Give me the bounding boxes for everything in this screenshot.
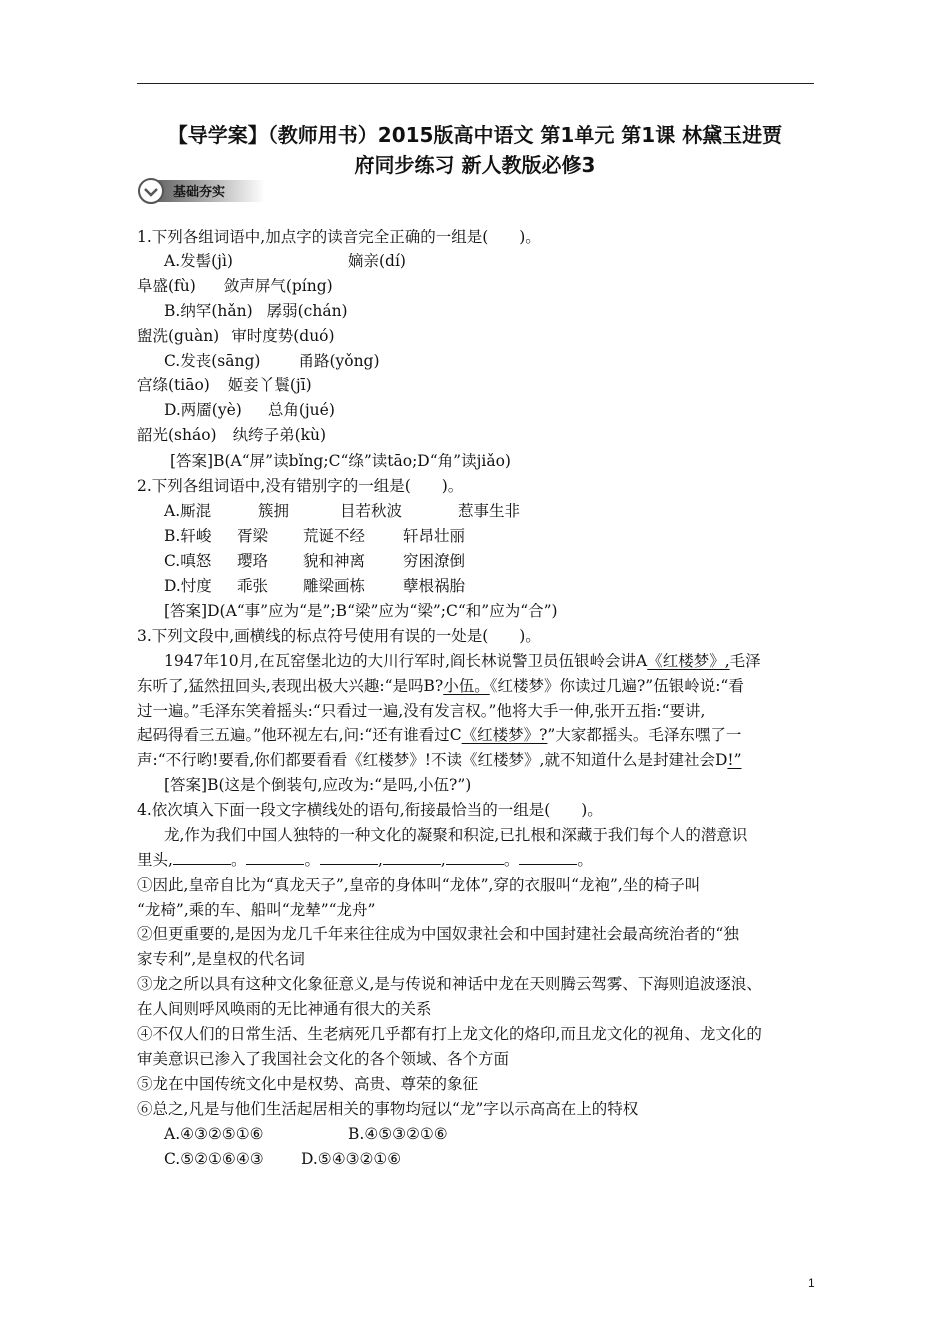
q3-p5a: 声:“不行哟!要看,你们都要看看《红楼梦》!不读《红楼梦》,就不知道什么是封建社会D <box>137 751 728 769</box>
header-rule <box>137 83 814 84</box>
q4-option-1b: “龙椅”,乘的车、船叫“龙辇”“龙舟” <box>137 901 376 919</box>
q1-b1: B.纳罕(hǎn) <box>164 302 253 320</box>
q4-option-2a: ②但更重要的,是因为龙几千年来往往成为中国奴隶社会和中国封建社会最高统治者的“独 <box>137 925 739 943</box>
q2-answer-text: [答案]D(A“事”应为“是”;B“梁”应为“梁”;C“和”应为“合”) <box>164 602 558 620</box>
q2-row-c <box>137 551 827 571</box>
q4-p1: 龙,作为我们中国人独特的一种文化的凝聚和积淀,已扎根和深藏于我们每个人的潜意识 <box>164 826 748 844</box>
q4-option-3b: 在人间则呼风唤雨的无比神通有很大的关系 <box>137 1000 432 1018</box>
blank-4 <box>383 850 441 865</box>
q1-c1: C.发丧(sāng) <box>164 352 261 370</box>
blank-3 <box>320 850 378 865</box>
q4-para-line-2: 里头, 。 。 , , 。 。 <box>137 851 593 869</box>
q2-row-a <box>137 501 827 521</box>
q4-option-4a: ④不仅人们的日常生活、生老病死几乎都有打上龙文化的烙印,而且龙文化的视角、龙文化的 <box>137 1025 762 1043</box>
document-title <box>120 120 830 180</box>
q3-p2c: 《红楼梦》你读过几遍?”伍银岭说:“看 <box>489 677 744 695</box>
blank-1 <box>173 850 231 865</box>
q4-choice-a: A.④③②⑤①⑥ <box>164 1125 264 1143</box>
q3-answer-text: [答案]B(这是个倒装句,应改为:“是吗,小伍?”) <box>164 776 472 794</box>
q1-row-8 <box>137 425 827 445</box>
q2-d-4: 孽根祸胎 <box>403 577 466 595</box>
q3-para-line-2 <box>137 676 827 696</box>
q4-option-4b: 审美意识已渗入了我国社会文化的各个领域、各个方面 <box>137 1050 510 1068</box>
q3-p4c: ”大家都摇头。毛泽东嘿了一 <box>547 726 742 744</box>
q2-b-2: 胥梁 <box>237 527 269 545</box>
q1-c2: 甬路(yǒng) <box>298 352 380 370</box>
q1-row-7 <box>137 400 827 420</box>
q2-a-2: 簇拥 <box>258 502 290 520</box>
q1-row-2 <box>137 276 827 296</box>
section-badge-label: 基础夯实 <box>173 185 226 200</box>
q2-row-d <box>137 576 827 596</box>
section-badge <box>137 176 265 206</box>
q3-p1c: 毛泽 <box>729 652 761 670</box>
q2-c-4: 穷困潦倒 <box>403 552 466 570</box>
q2-a-4: 惹事生非 <box>458 502 521 520</box>
q1-row-5 <box>137 351 827 371</box>
q1-a4: 敛声屏气(píng) <box>223 277 333 295</box>
blank-6 <box>519 850 577 865</box>
q2-a-3: 目若秋波 <box>340 502 403 520</box>
q4-choice-c: C.⑤②①⑥④③ <box>164 1150 264 1168</box>
q2-c-2: 璎珞 <box>237 552 269 570</box>
q1-b4: 审时度势(duó) <box>231 327 335 345</box>
q1-d3: 韶光(sháo) <box>137 426 217 444</box>
q4-choice-d: D.⑤④③②①⑥ <box>301 1150 402 1168</box>
q2-row-b <box>137 526 827 546</box>
q4-choice-b: B.④⑤③②①⑥ <box>348 1125 448 1143</box>
q3-para-line-1 <box>137 651 827 671</box>
q4-option-5: ⑤龙在中国传统文化中是权势、高贵、尊荣的象征 <box>137 1075 479 1093</box>
q2-stem: 2.下列各组词语中,没有错别字的一组是( )。 <box>137 477 464 495</box>
q3-underline-d: !” <box>727 751 742 769</box>
q1-b3: 盥洗(guàn) <box>137 327 220 345</box>
q3-p1a: 1947年10月,在瓦窑堡北边的大川行军时,阎长林说警卫员伍银岭会讲A <box>164 652 648 670</box>
q1-answer-text: [答案]B(A“屏”读bǐng;C“绦”读tāo;D“角”读jiǎo) <box>170 452 511 470</box>
q1-c4: 姬妾丫鬟(jī) <box>227 376 312 394</box>
q4-stem: 4.依次填入下面一段文字横线处的语句,衔接最恰当的一组是( )。 <box>137 801 603 819</box>
q1-row-3 <box>137 301 827 321</box>
page-number: 1 <box>808 1276 815 1290</box>
q4-choices-row-2 <box>137 1149 827 1169</box>
q1-a1: A.发髻(jì) <box>164 252 233 270</box>
q4-option-2b: 家专利”,是皇权的代名词 <box>137 950 305 968</box>
q2-c-1: C.嗔怒 <box>164 552 212 570</box>
q1-a2: 嫡亲(dí) <box>347 252 406 270</box>
q3-para-line-3: 过一遍。”毛泽东笑着摇头:“只看过一遍,没有发言权。”他将大手一伸,张开五指:“要讲, <box>137 702 706 720</box>
q3-answer <box>137 775 827 795</box>
q4-p2: 里头, <box>137 851 173 869</box>
q3-underline-a: 《红楼梦》, <box>647 652 730 670</box>
q2-a-1: A.厮混 <box>164 502 212 520</box>
q3-p4: 起码得看三五遍。”他环视左右,问:“还有谁看过C <box>137 726 462 744</box>
q4-option-3a: ③龙之所以具有这种文化象征意义,是与传说和神话中龙在天则腾云驾雾、下海则追波逐浪、 <box>137 975 762 993</box>
q1-b2: 孱弱(chán) <box>266 302 348 320</box>
q2-answer <box>137 601 827 621</box>
q2-d-3: 雕梁画栋 <box>303 577 366 595</box>
q1-row-4 <box>137 326 827 346</box>
q1-d4: 纨绔子弟(kù) <box>232 426 327 444</box>
q1-stem: 1.下列各组词语中,加点字的读音完全正确的一组是( )。 <box>137 228 541 246</box>
q1-row-1 <box>137 251 827 271</box>
q2-b-3: 荒诞不经 <box>303 527 366 545</box>
q1-d2: 总角(jué) <box>267 401 335 419</box>
q4-option-6: ⑥总之,凡是与他们生活起居相关的事物均冠以“龙”字以示高高在上的特权 <box>137 1100 639 1118</box>
q1-c3: 宫绦(tiāo) <box>137 376 210 394</box>
q4-choices-row-1 <box>137 1124 827 1144</box>
q2-d-1: D.忖度 <box>164 577 212 595</box>
title-line-2: 府同步练习 新人教版必修3 <box>354 153 596 177</box>
q3-p2a: 东听了,猛然扭回头,表现出极大兴趣:“是吗B? <box>137 677 444 695</box>
blank-5 <box>446 850 504 865</box>
q4-para-line-1 <box>137 825 827 845</box>
q1-d1: D.两靥(yè) <box>164 401 242 419</box>
q3-para-line-5 <box>137 750 827 770</box>
q3-underline-b: 小伍。 <box>443 677 490 695</box>
q1-answer <box>137 451 827 471</box>
q1-a3: 阜盛(fù) <box>137 277 196 295</box>
q1-row-6 <box>137 375 827 395</box>
q3-para-line-4 <box>137 725 827 745</box>
blank-2 <box>246 850 304 865</box>
q3-stem: 3.下列文段中,画横线的标点符号使用有误的一处是( )。 <box>137 627 541 645</box>
q2-b-4: 轩昂壮丽 <box>403 527 466 545</box>
q2-b-1: B.轩峻 <box>164 527 212 545</box>
q2-c-3: 貌和神离 <box>303 552 366 570</box>
title-line-1: 【导学案】（教师用书）2015版高中语文 第1单元 第1课 林黛玉进贾 <box>167 123 783 147</box>
q4-option-1a: ①因此,皇帝自比为“真龙天子”,皇帝的身体叫“龙体”,穿的衣服叫“龙袍”,坐的椅子叫 <box>137 876 701 894</box>
q3-underline-c: 《红楼梦》? <box>461 726 548 744</box>
q2-d-2: 乖张 <box>237 577 269 595</box>
